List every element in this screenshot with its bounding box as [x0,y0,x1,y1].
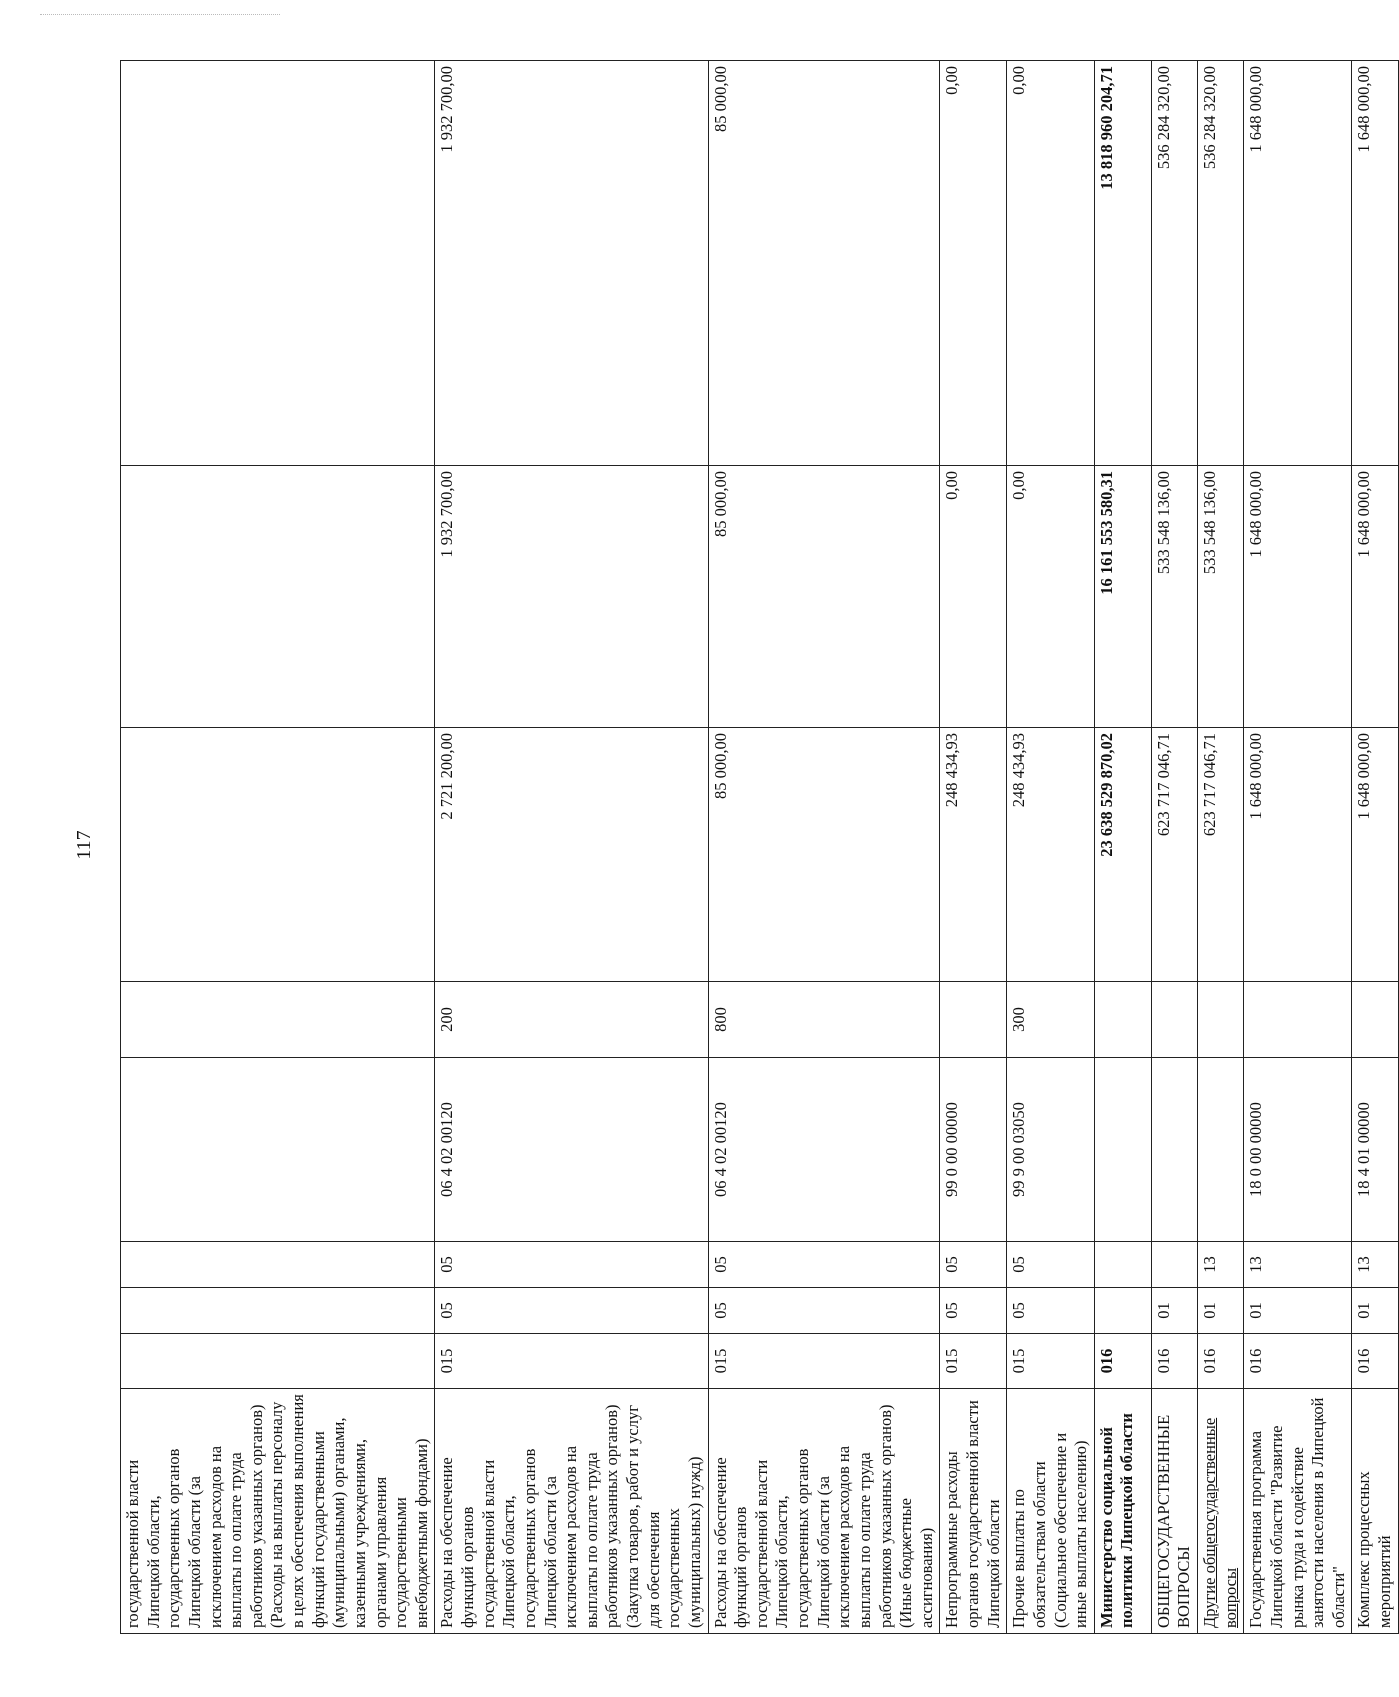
row-expense-type [1352,982,1398,1058]
row-ved-code: 016 [1244,1334,1352,1389]
table-row [1094,61,1151,1634]
row-section-code: 05 [708,1288,940,1334]
row-expense-type: 300 [1007,982,1095,1058]
table-row [940,61,1007,1634]
row-sum-year-1: 623 717 046,71 [1151,728,1197,982]
row-subsection-code: 05 [435,1242,708,1288]
row-expense-type [1151,982,1197,1058]
row-sum-year-1: 248 434,93 [1007,728,1095,982]
table-row [1352,61,1398,1634]
row-sum-year-3: 1 932 700,00 [435,61,708,466]
row-sum-year-2 [121,466,435,728]
row-subsection-code [121,1242,435,1288]
row-target-article [1151,1058,1197,1242]
row-expense-type [121,982,435,1058]
row-target-article: 18 0 00 00000 [1244,1058,1352,1242]
row-name: государственной власти Липецкой области, государственных органов Липецкой области (за исключением расходов на выплаты по оплате труда работников указанных органов) (Расходы на выплаты персоналу в целях обеспечения выполнения функций государственными (муниципальными) органами, казенными учреждениями, органами управления государственными внебюджетными фондами) [121,1389,435,1634]
table-row [1244,61,1352,1634]
row-sum-year-3: 1 648 000,00 [1244,61,1352,466]
row-expense-type [1244,982,1352,1058]
row-target-article [1094,1058,1151,1242]
row-subsection-code [1094,1242,1151,1288]
row-sum-year-1: 23 638 529 870,02 [1094,728,1151,982]
row-sum-year-1: 85 000,00 [708,728,940,982]
row-section-code: 05 [435,1288,708,1334]
row-sum-year-2: 1 648 000,00 [1244,466,1352,728]
row-sum-year-1: 1 648 000,00 [1352,728,1398,982]
row-name: Расходы на обеспечение функций органов государственной власти Липецкой области, государственных органов Липецкой области (за исключением расходов на выплаты по оплате труда работников указанных органов) (Иные бюджетные ассигнования) [708,1389,940,1634]
row-target-article [1198,1058,1244,1242]
row-section-code: 05 [1007,1288,1095,1334]
row-sum-year-2: 1 648 000,00 [1352,466,1398,728]
row-subsection-code: 05 [1007,1242,1095,1288]
row-sum-year-3: 536 284 320,00 [1151,61,1197,466]
row-sum-year-2: 85 000,00 [708,466,940,728]
row-name: Прочие выплаты по обязательствам области (Социальное обеспечение и иные выплаты населению) [1007,1389,1095,1634]
row-ved-code: 016 [1198,1334,1244,1389]
row-sum-year-3: 85 000,00 [708,61,940,466]
row-ved-code: 016 [1151,1334,1197,1389]
row-name: Расходы на обеспечение функций органов государственной власти Липецкой области, государственных органов Липецкой области (за исключением расходов на выплаты по оплате труда работников указанных органов) (Закупка товаров, работ и услуг для обеспечения государственных (муниципальных) нужд) [435,1389,708,1634]
row-expense-type [940,982,1007,1058]
row-ved-code: 016 [1352,1334,1398,1389]
row-sum-year-3: 0,00 [1007,61,1095,466]
row-subsection-code [1151,1242,1197,1288]
row-subsection-code: 13 [1352,1242,1398,1288]
row-sum-year-2: 16 161 553 580,31 [1094,466,1151,728]
table-row [1151,61,1197,1634]
row-section-code: 05 [940,1288,1007,1334]
row-target-article: 06 4 02 00120 [435,1058,708,1242]
budget-table [120,60,1399,1634]
row-name: Министерство социальной политики Липецкой области [1094,1389,1151,1634]
row-section-code [1094,1288,1151,1334]
page-number: 117 [73,830,95,860]
row-ved-code: 015 [1007,1334,1095,1389]
table-row [1007,61,1095,1634]
row-ved-code: 016 [1094,1334,1151,1389]
row-sum-year-1: 248 434,93 [940,728,1007,982]
row-subsection-code: 05 [940,1242,1007,1288]
row-target-article: 99 9 00 03050 [1007,1058,1095,1242]
scan-artifact-line [40,14,280,15]
row-subsection-code: 13 [1244,1242,1352,1288]
row-ved-code [121,1334,435,1389]
row-name: Государственная программа Липецкой области "Развитие рынка труда и содействие занятости населения в Липецкой области" [1244,1389,1352,1634]
row-name: Непрограммные расходы органов государственной власти Липецкой области [940,1389,1007,1634]
row-sum-year-1: 2 721 200,00 [435,728,708,982]
row-section-code: 01 [1352,1288,1398,1334]
row-section-code: 01 [1151,1288,1197,1334]
table-row [435,61,708,1634]
row-sum-year-3: 536 284 320,00 [1198,61,1244,466]
row-section-code: 01 [1198,1288,1244,1334]
budget-table-wrapper [120,61,1394,1634]
table-row [708,61,940,1634]
row-sum-year-3: 0,00 [940,61,1007,466]
row-name: Другие общегосударственные вопросы [1198,1389,1244,1634]
row-target-article: 06 4 02 00120 [708,1058,940,1242]
row-ved-code: 015 [435,1334,708,1389]
row-sum-year-3: 1 648 000,00 [1352,61,1398,466]
row-expense-type [1094,982,1151,1058]
row-name: ОБЩЕГОСУДАРСТВЕННЫЕ ВОПРОСЫ [1151,1389,1197,1634]
table-row [121,61,435,1634]
row-target-article: 99 0 00 00000 [940,1058,1007,1242]
row-expense-type: 200 [435,982,708,1058]
row-ved-code: 015 [940,1334,1007,1389]
row-sum-year-2: 533 548 136,00 [1198,466,1244,728]
row-sum-year-2: 533 548 136,00 [1151,466,1197,728]
row-section-code [121,1288,435,1334]
row-sum-year-3 [121,61,435,466]
row-ved-code: 015 [708,1334,940,1389]
row-sum-year-2: 1 932 700,00 [435,466,708,728]
row-sum-year-1: 1 648 000,00 [1244,728,1352,982]
row-section-code: 01 [1244,1288,1352,1334]
row-target-article: 18 4 01 00000 [1352,1058,1398,1242]
table-body [121,61,1399,1634]
row-name: Комплекс процессных мероприятий [1352,1389,1398,1634]
table-row [1198,61,1244,1634]
row-sum-year-2: 0,00 [940,466,1007,728]
row-sum-year-1: 623 717 046,71 [1198,728,1244,982]
row-subsection-code: 13 [1198,1242,1244,1288]
row-expense-type [1198,982,1244,1058]
row-target-article [121,1058,435,1242]
row-subsection-code: 05 [708,1242,940,1288]
row-expense-type: 800 [708,982,940,1058]
row-sum-year-2: 0,00 [1007,466,1095,728]
row-sum-year-1 [121,728,435,982]
row-sum-year-3: 13 818 960 204,71 [1094,61,1151,466]
